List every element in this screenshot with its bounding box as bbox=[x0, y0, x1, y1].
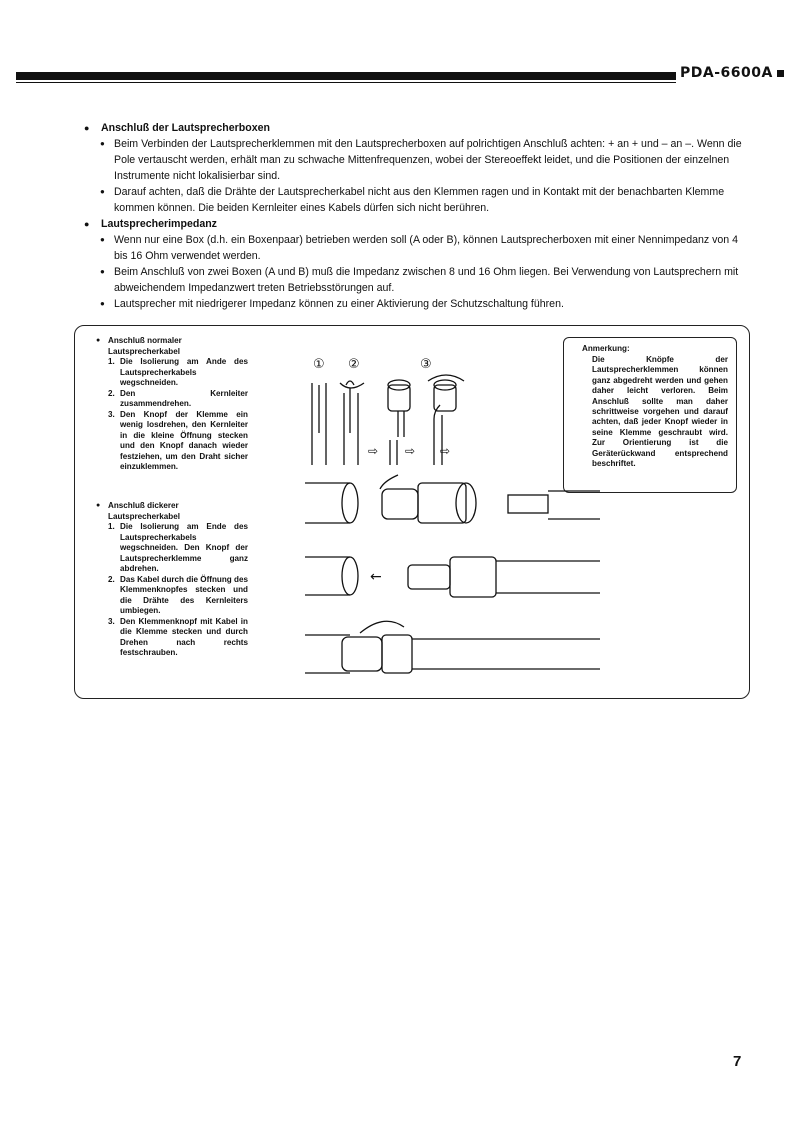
arrow-icon: ⇨ bbox=[368, 444, 379, 458]
bullet-item: ● Wenn nur eine Box (d.h. ein Boxenpaar) betrieben werden soll (A oder B), können Lautsprecherboxen mit einer Nennimpedanz von 4 bis 16 Ohm verwendet werden. bbox=[84, 232, 754, 264]
instruction-step: 3. Den Klemmenknopf mit Kabel in die Klemme stecken und durch Drehen nach rechts festschrauben. bbox=[108, 616, 248, 657]
arrow-icon: ⇨ bbox=[405, 444, 416, 458]
section-heading: ● Anschluß der Lautsprecherboxen bbox=[84, 120, 754, 136]
model-label: PDA-6600A bbox=[680, 65, 784, 81]
thick-cable-instructions bbox=[96, 501, 248, 659]
header-rule bbox=[16, 72, 676, 80]
bullet-item: ● Beim Anschluß von zwei Boxen (A und B) muß die Impedanz zwischen 8 und 16 Ohm liegen. Bei Verwendung von Lautsprechern mit abweichendem Impedanzwert treten Betriebsstörungen auf. bbox=[84, 264, 754, 296]
arrow-icon: ← bbox=[370, 569, 382, 585]
bullet-item: ● Lautsprecher mit niedrigerer Impedanz können zu einer Aktivierung der Schutzschaltung führen. bbox=[84, 296, 754, 312]
bullet-item: ● Darauf achten, daß die Drähte der Lautsprecherkabel nicht aus den Klemmen ragen und in Kontakt mit der benachbarten Klemme kommen können. Die beiden Kernleiter eines Kabels dürfen sich nicht berühren. bbox=[84, 184, 754, 216]
instruction-step: 2. Den Kernleiter zusammendrehen. bbox=[108, 388, 248, 408]
main-text bbox=[84, 120, 754, 312]
thick-cable-row-1 bbox=[305, 475, 600, 523]
thick-cable-row-3 bbox=[305, 621, 600, 673]
arrow-icon: ⇨ bbox=[440, 444, 451, 458]
thick-cable-row-2 bbox=[305, 557, 600, 597]
instruction-heading: ● Anschluß normaler Lautsprecherkabel bbox=[96, 336, 248, 357]
note-text: Die Knöpfe der Lautsprecherklemmen können ganz abgedreht werden und gehen daher leicht verloren. Beim Anschluß sollte man daher schrittweise vorgehen und darauf achten, daß jeder Knopf wieder in seine Klemme geschraubt wird. Zur Orientierung ist die Geräterückwand entsprechend beschriftet. bbox=[592, 355, 728, 469]
page-number: 7 bbox=[733, 1053, 742, 1070]
instruction-step: 1. Die Isolierung am Ende des Lautsprecherkabels wegschneiden. Den Knopf der Lautsprecherklemme ganz abdrehen. bbox=[108, 522, 248, 573]
instruction-heading: ● Anschluß dickerer Lautsprecherkabel bbox=[96, 501, 248, 522]
bullet-item: ● Beim Verbinden der Lautsprecherklemmen mit den Lautsprecherboxen auf polrichtigen Anschluß achten: + an + und – an –. Wenn die Pole vertauscht werden, erhält man zu schwache Mittenfrequenzen, wobei der Stereoeffekt leidet, und die Positionen der einzelnen Instrumente nicht lokalisierbar sind. bbox=[84, 136, 754, 184]
stripped-wire-figure bbox=[312, 383, 326, 465]
step-label: ② bbox=[348, 357, 360, 372]
instruction-step: 2. Das Kabel durch die Öffnung des Klemmenknopfes stecken und die Drähte des Kernleiters umbiegen. bbox=[108, 574, 248, 615]
instruction-step: 3. Den Knopf der Klemme ein wenig losdrehen, den Kernleiter in die kleine Öffnung stecken und den Knopf danach wieder festziehen, um den Draht sicher einzuklemmen. bbox=[108, 409, 248, 471]
normal-cable-instructions bbox=[96, 336, 248, 473]
twisted-wire-figure bbox=[340, 381, 364, 465]
note-title: Anmerkung: bbox=[582, 344, 630, 353]
instruction-step: 1. Die Isolierung am Ande des Lautsprecherkabels wegschneiden. bbox=[108, 357, 248, 387]
step-label: ③ bbox=[420, 357, 432, 372]
step-label: ① bbox=[313, 357, 325, 372]
section-heading: ● Lautsprecherimpedanz bbox=[84, 216, 754, 232]
terminal-illustration bbox=[290, 355, 620, 685]
